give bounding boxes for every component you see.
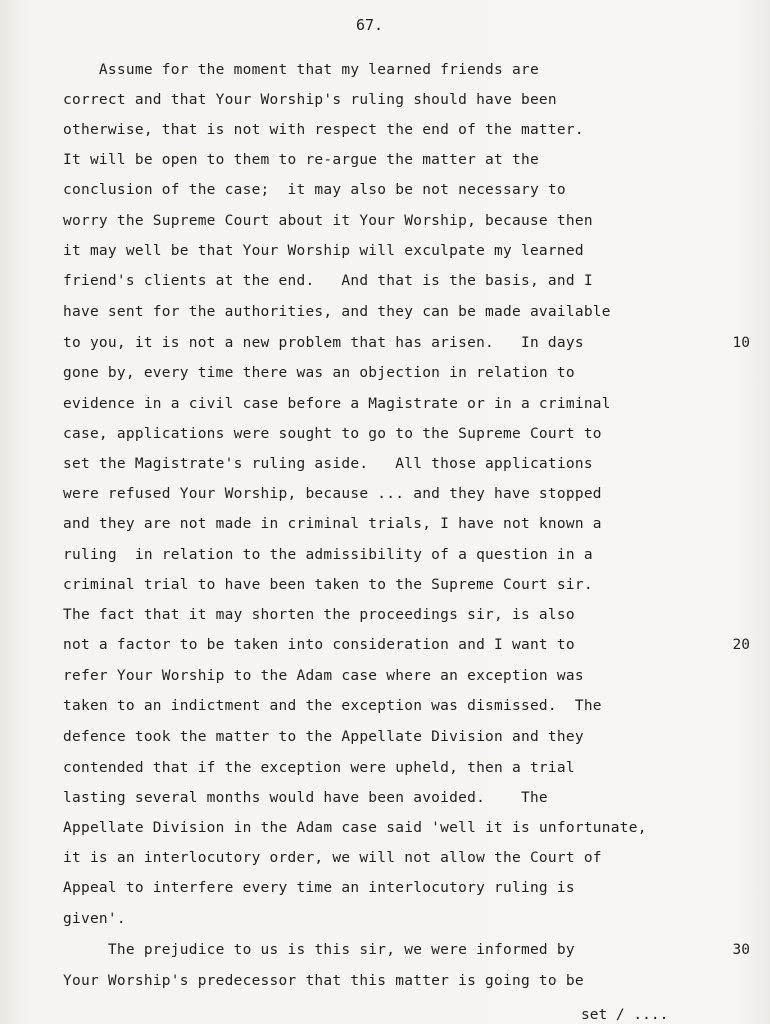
line-number-30: 30 bbox=[732, 942, 750, 958]
text-line: Your Worship's predecessor that this matter is going to be bbox=[63, 973, 584, 989]
text-line: friend's clients at the end. And that is the basis, and I bbox=[63, 273, 593, 289]
text-line: lasting several months would have been avoided. The bbox=[63, 790, 548, 806]
line-number-10: 10 bbox=[732, 335, 750, 351]
catchword: set / .... bbox=[581, 1007, 669, 1023]
text-line: otherwise, that is not with respect the end of the matter. bbox=[63, 122, 584, 138]
text-line: and they are not made in criminal trials, I have not known a bbox=[63, 516, 602, 532]
text-line: it is an interlocutory order, we will not allow the Court of bbox=[63, 850, 602, 866]
text-line: correct and that Your Worship's ruling should have been bbox=[63, 92, 557, 108]
text-line: It will be open to them to re-argue the matter at the bbox=[63, 152, 539, 168]
text-line: Appellate Division in the Adam case said 'well it is unfortunate, bbox=[63, 820, 647, 836]
text-line: it may well be that Your Worship will exculpate my learned bbox=[63, 243, 584, 259]
text-line: case, applications were sought to go to the Supreme Court to bbox=[63, 426, 602, 442]
text-line: criminal trial to have been taken to the Supreme Court sir. bbox=[63, 577, 593, 593]
text-line: refer Your Worship to the Adam case where an exception was bbox=[63, 668, 584, 684]
page-number: 67. bbox=[356, 16, 384, 34]
text-line: The prejudice to us is this sir, we were informed by bbox=[63, 942, 575, 958]
text-line: The fact that it may shorten the proceedings sir, is also bbox=[63, 607, 575, 623]
line-number-20: 20 bbox=[732, 637, 750, 653]
text-line: worry the Supreme Court about it Your Worship, because then bbox=[63, 213, 593, 229]
text-line: given'. bbox=[63, 911, 126, 927]
text-line: Assume for the moment that my learned friends are bbox=[63, 62, 539, 78]
text-line: taken to an indictment and the exception was dismissed. The bbox=[63, 698, 602, 714]
text-line: set the Magistrate's ruling aside. All those applications bbox=[63, 456, 593, 472]
text-line: contended that if the exception were upheld, then a trial bbox=[63, 760, 575, 776]
text-line: gone by, every time there was an objection in relation to bbox=[63, 365, 575, 381]
text-line: to you, it is not a new problem that has arisen. In days bbox=[63, 335, 584, 351]
text-line: Appeal to interfere every time an interlocutory ruling is bbox=[63, 880, 575, 896]
text-line: evidence in a civil case before a Magistrate or in a criminal bbox=[63, 396, 611, 412]
text-line: have sent for the authorities, and they can be made available bbox=[63, 304, 611, 320]
text-line: ruling in relation to the admissibility of a question in a bbox=[63, 547, 593, 563]
text-line: conclusion of the case; it may also be not necessary to bbox=[63, 182, 566, 198]
text-line: not a factor to be taken into consideration and I want to bbox=[63, 637, 575, 653]
text-line: defence took the matter to the Appellate Division and they bbox=[63, 729, 584, 745]
text-line: were refused Your Worship, because ... and they have stopped bbox=[63, 486, 602, 502]
